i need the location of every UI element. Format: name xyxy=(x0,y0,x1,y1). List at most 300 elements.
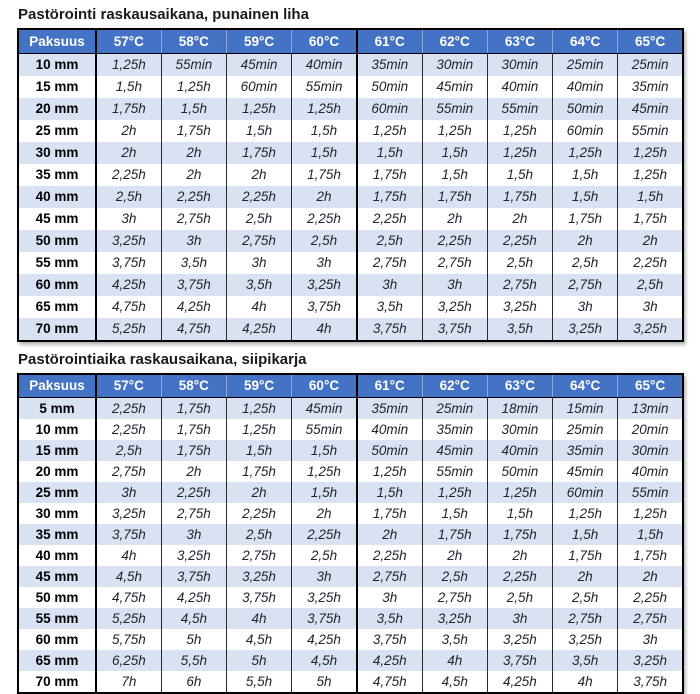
temperature-column-header: 62°C xyxy=(422,29,487,54)
time-cell: 2,25h xyxy=(96,398,161,420)
time-cell: 40min xyxy=(553,76,618,98)
thickness-label: 65 mm xyxy=(35,653,79,668)
time-cell: 2,75h xyxy=(226,230,291,252)
time-cell: 2,5h xyxy=(487,252,552,274)
time-cell: 1,75h xyxy=(618,208,683,230)
time-cell: 1,5h xyxy=(226,120,291,142)
time-cell: 1,25h xyxy=(487,482,552,503)
time-cell: 2h xyxy=(226,164,291,186)
time-cell: 1,75h xyxy=(422,524,487,545)
time-cell: 2,75h xyxy=(357,566,422,587)
time-cell: 2,25h xyxy=(357,208,422,230)
time-cell: 1,25h xyxy=(553,142,618,164)
thickness-label: 25 mm xyxy=(35,123,79,138)
time-cell: 3,25h xyxy=(553,629,618,650)
time-cell: 45min xyxy=(422,440,487,461)
table-row xyxy=(18,230,683,252)
time-cell: 1,75h xyxy=(96,98,161,120)
time-cell: 25min xyxy=(553,54,618,77)
time-cell: 40min xyxy=(292,54,357,77)
time-cell: 55min xyxy=(422,98,487,120)
time-cell: 1,75h xyxy=(161,398,226,420)
time-cell: 2,5h xyxy=(553,587,618,608)
time-cell: 3,25h xyxy=(292,587,357,608)
time-cell: 50min xyxy=(357,440,422,461)
time-cell: 3,5h xyxy=(422,629,487,650)
time-cell: 5h xyxy=(226,650,291,671)
time-cell: 25min xyxy=(553,419,618,440)
temperature-column-header: 65°C xyxy=(618,29,683,54)
time-cell: 2,75h xyxy=(553,274,618,296)
time-cell: 1,75h xyxy=(161,419,226,440)
time-cell: 1,25h xyxy=(422,120,487,142)
time-cell: 3,25h xyxy=(618,650,683,671)
time-cell: 40min xyxy=(357,419,422,440)
time-cell: 3h xyxy=(553,296,618,318)
time-cell: 30min xyxy=(422,54,487,77)
time-cell: 5,25h xyxy=(96,608,161,629)
time-cell: 5,75h xyxy=(96,629,161,650)
time-cell: 2,5h xyxy=(226,524,291,545)
temperature-column-header: 61°C xyxy=(357,29,422,54)
thickness-label: 20 mm xyxy=(35,101,79,116)
time-cell: 2,75h xyxy=(161,503,226,524)
thickness-column-header: Paksuus xyxy=(18,374,96,398)
time-cell: 45min xyxy=(553,461,618,482)
time-cell: 1,5h xyxy=(422,164,487,186)
temperature-column-header: 62°C xyxy=(422,374,487,398)
time-cell: 3,25h xyxy=(618,318,683,341)
time-cell: 1,25h xyxy=(96,54,161,77)
time-cell: 2,25h xyxy=(161,482,226,503)
temperature-column-header: 58°C xyxy=(161,29,226,54)
temperature-column-header: 57°C xyxy=(96,29,161,54)
time-cell: 1,75h xyxy=(161,440,226,461)
header-row xyxy=(18,29,683,54)
time-cell: 1,75h xyxy=(553,545,618,566)
time-cell: 5,25h xyxy=(96,318,161,341)
thickness-label: 30 mm xyxy=(35,145,79,160)
time-cell: 2h xyxy=(487,208,552,230)
time-cell: 3,5h xyxy=(487,318,552,341)
time-cell: 1,25h xyxy=(292,98,357,120)
time-cell: 2,25h xyxy=(487,230,552,252)
time-cell: 3,75h xyxy=(292,608,357,629)
time-cell: 3,5h xyxy=(226,274,291,296)
time-cell: 2h xyxy=(292,503,357,524)
time-cell: 2h xyxy=(161,164,226,186)
time-cell: 1,75h xyxy=(292,164,357,186)
table-row xyxy=(18,461,683,482)
temperature-column-header: 63°C xyxy=(487,29,552,54)
time-cell: 3h xyxy=(96,208,161,230)
table-row xyxy=(18,482,683,503)
time-cell: 30min xyxy=(487,54,552,77)
time-cell: 18min xyxy=(487,398,552,420)
temperature-column-header: 59°C xyxy=(226,29,291,54)
time-cell: 4h xyxy=(422,650,487,671)
time-cell: 1,25h xyxy=(357,461,422,482)
time-cell: 2h xyxy=(618,230,683,252)
thickness-label: 45 mm xyxy=(35,211,79,226)
table-row xyxy=(18,419,683,440)
time-cell: 60min xyxy=(553,482,618,503)
time-cell: 4,5h xyxy=(161,608,226,629)
time-cell: 3h xyxy=(618,629,683,650)
time-cell: 4,75h xyxy=(96,296,161,318)
time-cell: 1,75h xyxy=(226,461,291,482)
thickness-label: 45 mm xyxy=(35,569,79,584)
time-cell: 2h xyxy=(553,566,618,587)
time-cell: 2h xyxy=(161,461,226,482)
thickness-label: 50 mm xyxy=(35,233,79,248)
thickness-label: 10 mm xyxy=(35,422,79,437)
time-cell: 3,75h xyxy=(161,566,226,587)
temperature-column-header: 61°C xyxy=(357,374,422,398)
time-cell: 1,25h xyxy=(226,398,291,420)
table-row xyxy=(18,252,683,274)
time-cell: 40min xyxy=(487,440,552,461)
time-cell: 2,5h xyxy=(226,208,291,230)
time-cell: 3,75h xyxy=(357,629,422,650)
time-cell: 3h xyxy=(292,566,357,587)
time-cell: 1,75h xyxy=(487,186,552,208)
time-cell: 3,25h xyxy=(96,230,161,252)
time-cell: 2h xyxy=(226,482,291,503)
time-cell: 1,25h xyxy=(292,461,357,482)
time-cell: 2,75h xyxy=(422,252,487,274)
thickness-label: 10 mm xyxy=(35,57,79,72)
time-cell: 35min xyxy=(357,398,422,420)
table-row xyxy=(18,524,683,545)
thickness-label: 20 mm xyxy=(35,464,79,479)
time-cell: 30min xyxy=(618,440,683,461)
time-cell: 1,25h xyxy=(618,142,683,164)
time-cell: 55min xyxy=(618,482,683,503)
time-cell: 7h xyxy=(96,671,161,693)
time-cell: 2h xyxy=(487,545,552,566)
time-cell: 2,75h xyxy=(553,608,618,629)
time-cell: 3,25h xyxy=(292,274,357,296)
time-cell: 55min xyxy=(618,120,683,142)
time-cell: 1,5h xyxy=(618,186,683,208)
time-cell: 50min xyxy=(357,76,422,98)
time-cell: 2,5h xyxy=(618,274,683,296)
thickness-label: 50 mm xyxy=(35,590,79,605)
time-cell: 2h xyxy=(292,186,357,208)
time-cell: 3,25h xyxy=(161,545,226,566)
table-row xyxy=(18,671,683,693)
time-cell: 4,75h xyxy=(161,318,226,341)
time-cell: 1,75h xyxy=(357,503,422,524)
time-cell: 4h xyxy=(292,318,357,341)
table-row xyxy=(18,120,683,142)
time-cell: 50min xyxy=(487,461,552,482)
time-cell: 3,75h xyxy=(487,650,552,671)
thickness-label: 60 mm xyxy=(35,632,79,647)
time-cell: 4,5h xyxy=(292,650,357,671)
time-cell: 2h xyxy=(96,120,161,142)
thickness-label: 30 mm xyxy=(35,506,79,521)
time-cell: 1,5h xyxy=(161,98,226,120)
thickness-label: 15 mm xyxy=(35,443,79,458)
thickness-label: 35 mm xyxy=(35,167,79,182)
time-cell: 1,75h xyxy=(487,524,552,545)
time-cell: 1,75h xyxy=(553,208,618,230)
time-cell: 2,75h xyxy=(357,252,422,274)
time-cell: 3,25h xyxy=(487,629,552,650)
time-cell: 1,5h xyxy=(553,186,618,208)
table-row xyxy=(18,650,683,671)
time-cell: 3h xyxy=(292,252,357,274)
time-cell: 2,75h xyxy=(96,461,161,482)
time-cell: 45min xyxy=(422,76,487,98)
temperature-column-header: 64°C xyxy=(553,374,618,398)
thickness-label: 70 mm xyxy=(35,674,79,689)
time-cell: 1,25h xyxy=(553,503,618,524)
time-cell: 40min xyxy=(487,76,552,98)
time-cell: 6h xyxy=(161,671,226,693)
table-row xyxy=(18,629,683,650)
time-cell: 3,75h xyxy=(226,587,291,608)
table-row xyxy=(18,208,683,230)
temperature-column-header: 60°C xyxy=(292,374,357,398)
time-cell: 35min xyxy=(422,419,487,440)
poultry-section xyxy=(17,351,684,694)
time-cell: 2,5h xyxy=(292,545,357,566)
time-cell: 4,75h xyxy=(357,671,422,693)
time-cell: 1,5h xyxy=(422,503,487,524)
time-cell: 4,5h xyxy=(96,566,161,587)
time-cell: 2,5h xyxy=(96,440,161,461)
time-cell: 1,75h xyxy=(161,120,226,142)
time-cell: 1,5h xyxy=(357,142,422,164)
time-cell: 4h xyxy=(553,671,618,693)
time-cell: 2h xyxy=(422,208,487,230)
poultry-pasteurization-table xyxy=(17,373,684,694)
time-cell: 3,75h xyxy=(96,252,161,274)
time-cell: 1,5h xyxy=(96,76,161,98)
time-cell: 4,5h xyxy=(422,671,487,693)
time-cell: 4,25h xyxy=(357,650,422,671)
time-cell: 2h xyxy=(618,566,683,587)
time-cell: 3,25h xyxy=(553,318,618,341)
time-cell: 1,75h xyxy=(357,186,422,208)
time-cell: 2,25h xyxy=(96,419,161,440)
time-cell: 3,25h xyxy=(226,566,291,587)
time-cell: 3h xyxy=(96,482,161,503)
time-cell: 1,5h xyxy=(553,164,618,186)
time-cell: 1,25h xyxy=(487,142,552,164)
time-cell: 1,25h xyxy=(422,482,487,503)
time-cell: 2h xyxy=(161,142,226,164)
thickness-label: 55 mm xyxy=(35,611,79,626)
time-cell: 1,5h xyxy=(292,120,357,142)
time-cell: 3h xyxy=(422,274,487,296)
time-cell: 3,75h xyxy=(96,524,161,545)
time-cell: 3,75h xyxy=(422,318,487,341)
thickness-label: 65 mm xyxy=(35,299,79,314)
time-cell: 2,25h xyxy=(292,524,357,545)
time-cell: 45min xyxy=(226,54,291,77)
time-cell: 60min xyxy=(553,120,618,142)
table-row xyxy=(18,142,683,164)
time-cell: 2,25h xyxy=(618,587,683,608)
time-cell: 3,5h xyxy=(553,650,618,671)
time-cell: 1,75h xyxy=(618,545,683,566)
time-cell: 4,25h xyxy=(226,318,291,341)
time-cell: 1,25h xyxy=(226,98,291,120)
time-cell: 2h xyxy=(357,524,422,545)
thickness-label: 25 mm xyxy=(35,485,79,500)
time-cell: 55min xyxy=(161,54,226,77)
time-cell: 55min xyxy=(487,98,552,120)
time-cell: 2h xyxy=(96,142,161,164)
table-row xyxy=(18,54,683,77)
time-cell: 2,25h xyxy=(487,566,552,587)
thickness-label: 60 mm xyxy=(35,277,79,292)
time-cell: 3,75h xyxy=(618,671,683,693)
time-cell: 3,25h xyxy=(422,296,487,318)
time-cell: 45min xyxy=(618,98,683,120)
table-row xyxy=(18,398,683,420)
time-cell: 1,5h xyxy=(292,142,357,164)
table-row xyxy=(18,545,683,566)
thickness-label: 35 mm xyxy=(35,527,79,542)
temperature-column-header: 60°C xyxy=(292,29,357,54)
time-cell: 3h xyxy=(161,524,226,545)
time-cell: 1,75h xyxy=(357,164,422,186)
time-cell: 3,5h xyxy=(357,608,422,629)
table-row xyxy=(18,503,683,524)
time-cell: 3h xyxy=(357,587,422,608)
time-cell: 3h xyxy=(226,252,291,274)
time-cell: 3,75h xyxy=(357,318,422,341)
time-cell: 3h xyxy=(357,274,422,296)
time-cell: 2,25h xyxy=(161,186,226,208)
time-cell: 1,5h xyxy=(487,164,552,186)
time-cell: 1,5h xyxy=(292,482,357,503)
time-cell: 2h xyxy=(553,230,618,252)
time-cell: 2,25h xyxy=(292,208,357,230)
temperature-column-header: 59°C xyxy=(226,374,291,398)
time-cell: 1,75h xyxy=(422,186,487,208)
time-cell: 4h xyxy=(226,608,291,629)
time-cell: 2,75h xyxy=(487,274,552,296)
time-cell: 55min xyxy=(422,461,487,482)
time-cell: 2,5h xyxy=(96,186,161,208)
time-cell: 1,5h xyxy=(487,503,552,524)
temperature-column-header: 64°C xyxy=(553,29,618,54)
time-cell: 2,25h xyxy=(226,186,291,208)
time-cell: 55min xyxy=(292,76,357,98)
time-cell: 40min xyxy=(618,461,683,482)
time-cell: 15min xyxy=(553,398,618,420)
thickness-label: 70 mm xyxy=(35,321,79,336)
time-cell: 1,5h xyxy=(226,440,291,461)
poultry-table-title: Pastörointiaika raskausaikana, siipikarja xyxy=(18,351,307,368)
time-cell: 5h xyxy=(292,671,357,693)
time-cell: 3h xyxy=(487,608,552,629)
thickness-label: 40 mm xyxy=(35,548,79,563)
time-cell: 3,75h xyxy=(161,274,226,296)
time-cell: 1,5h xyxy=(357,482,422,503)
time-cell: 20min xyxy=(618,419,683,440)
time-cell: 2,25h xyxy=(618,252,683,274)
time-cell: 4h xyxy=(96,545,161,566)
red-meat-section xyxy=(17,6,684,342)
time-cell: 25min xyxy=(422,398,487,420)
time-cell: 5h xyxy=(161,629,226,650)
thickness-label: 40 mm xyxy=(35,189,79,204)
red-meat-pasteurization-table xyxy=(17,28,684,342)
time-cell: 2,5h xyxy=(422,566,487,587)
time-cell: 2,75h xyxy=(618,608,683,629)
time-cell: 2,5h xyxy=(553,252,618,274)
table-row xyxy=(18,608,683,629)
time-cell: 3,25h xyxy=(96,503,161,524)
table-row xyxy=(18,186,683,208)
time-cell: 50min xyxy=(553,98,618,120)
time-cell: 2h xyxy=(422,545,487,566)
time-cell: 1,5h xyxy=(618,524,683,545)
time-cell: 60min xyxy=(226,76,291,98)
time-cell: 2,5h xyxy=(292,230,357,252)
time-cell: 3h xyxy=(161,230,226,252)
time-cell: 4,25h xyxy=(161,296,226,318)
time-cell: 4,25h xyxy=(292,629,357,650)
red-meat-table-title: Pastörointi raskausaikana, punainen liha xyxy=(18,6,309,23)
header-row xyxy=(18,374,683,398)
time-cell: 2,25h xyxy=(226,503,291,524)
time-cell: 1,75h xyxy=(226,142,291,164)
time-cell: 3,25h xyxy=(422,608,487,629)
time-cell: 2,25h xyxy=(96,164,161,186)
time-cell: 1,25h xyxy=(161,76,226,98)
table-row xyxy=(18,318,683,341)
time-cell: 4,5h xyxy=(226,629,291,650)
time-cell: 1,5h xyxy=(422,142,487,164)
table-row xyxy=(18,440,683,461)
time-cell: 1,5h xyxy=(292,440,357,461)
time-cell: 30min xyxy=(487,419,552,440)
table-row xyxy=(18,566,683,587)
time-cell: 4,75h xyxy=(96,587,161,608)
time-cell: 3h xyxy=(618,296,683,318)
time-cell: 1,25h xyxy=(226,419,291,440)
time-cell: 4,25h xyxy=(161,587,226,608)
temperature-column-header: 58°C xyxy=(161,374,226,398)
temperature-column-header: 57°C xyxy=(96,374,161,398)
temperature-column-header: 63°C xyxy=(487,374,552,398)
time-cell: 1,5h xyxy=(553,524,618,545)
table-row xyxy=(18,76,683,98)
time-cell: 5,5h xyxy=(226,671,291,693)
time-cell: 35min xyxy=(618,76,683,98)
time-cell: 4,25h xyxy=(96,274,161,296)
thickness-label: 5 mm xyxy=(39,401,75,416)
thickness-label: 15 mm xyxy=(35,79,79,94)
time-cell: 60min xyxy=(357,98,422,120)
time-cell: 3,75h xyxy=(292,296,357,318)
table-row xyxy=(18,296,683,318)
time-cell: 2,75h xyxy=(422,587,487,608)
time-cell: 5,5h xyxy=(161,650,226,671)
time-cell: 2,75h xyxy=(161,208,226,230)
time-cell: 35min xyxy=(553,440,618,461)
time-cell: 1,25h xyxy=(487,120,552,142)
time-cell: 35min xyxy=(357,54,422,77)
